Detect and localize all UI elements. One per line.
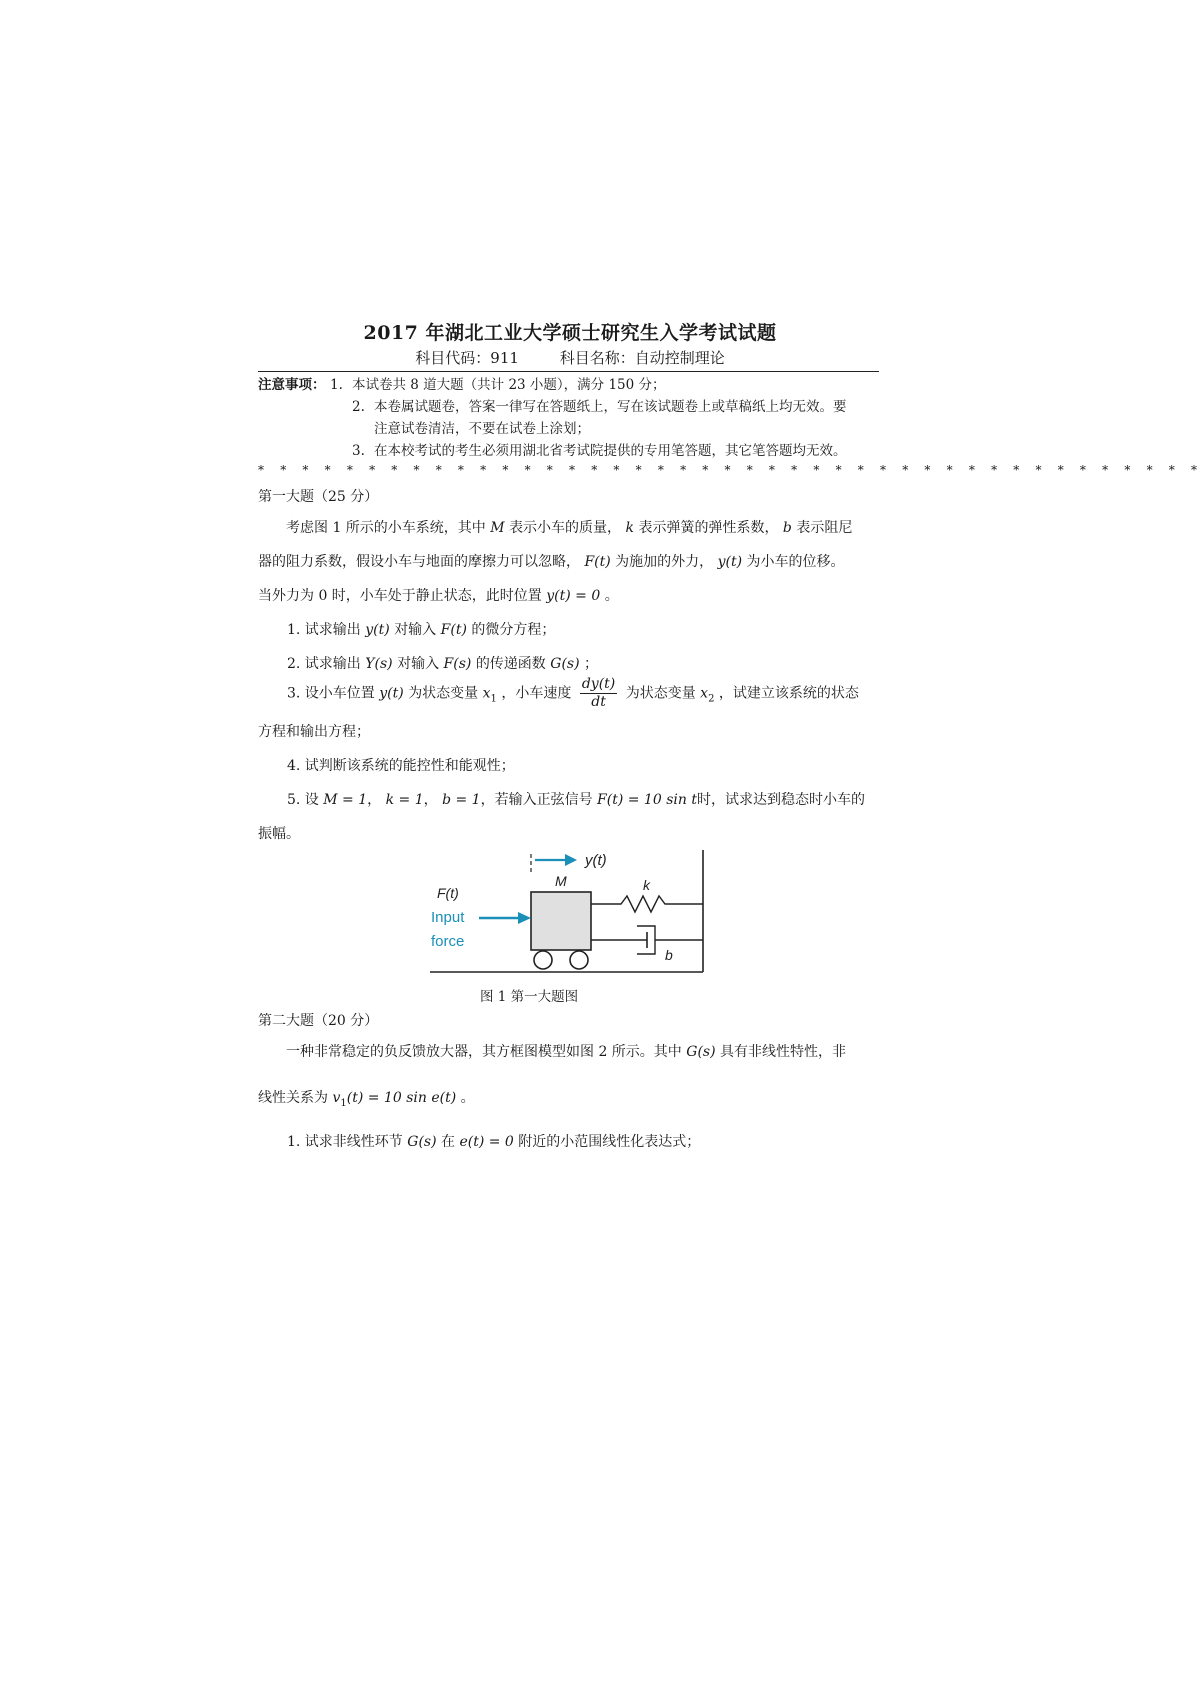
q1-sub5: 5. 设 M = 1， k = 1， b = 1，若输入正弦信号 F(t) = 10 sin t时，试求达到稳态时小车的 xyxy=(287,792,865,808)
notice-item-2: 本卷属试题卷，答案一律写在答题纸上，写在该试题卷上或草稿纸上均无效。要 xyxy=(374,399,847,415)
q1-sub1: 1. 试求输出 y(t) 对输入 F(t) 的微分方程； xyxy=(287,622,556,638)
q1-intro-line1: 考虑图 1 所示的小车系统，其中 M 表示小车的质量， k 表示弹簧的弹性系数， b 表示阻尼 xyxy=(286,520,853,536)
exam-title: 2017 年湖北工业大学硕士研究生入学考试试题 xyxy=(363,322,777,344)
q1-sub4: 4. 试判断该系统的能控性和能观性； xyxy=(287,758,515,774)
y-label: y(t) xyxy=(585,852,607,869)
notice-num-1: 1. xyxy=(330,377,343,393)
notice-item-3: 在本校考试的考生必须用湖北省考试院提供的专用笔答题，其它笔答题均无效。 xyxy=(374,443,847,459)
notice-item-2-cont: 注意试卷清洁，不要在试卷上涂划； xyxy=(374,421,590,437)
mass-block xyxy=(531,892,591,950)
subject-line xyxy=(260,347,880,368)
q1-sub3-cont: 方程和输出方程； xyxy=(258,724,370,740)
input-label: Input xyxy=(431,909,465,926)
mass-label: M xyxy=(555,873,567,889)
notice-num-3: 3. xyxy=(352,443,365,459)
velocity-fraction: $\frac{dy(t)}{dt}$ xyxy=(581,676,616,710)
wheel-right xyxy=(570,951,588,969)
wheel-left xyxy=(534,951,552,969)
y-arrow-head xyxy=(565,854,577,866)
force-label: force xyxy=(431,933,465,950)
k-label: k xyxy=(643,877,650,893)
q1-sub3: 3. 设小车位置 y(t) 为状态变量 $x_1$ ，小车速度 $\frac{dy(t)}{dt}$ 为状态变量 $x_2$ ，试建立该系统的状态 xyxy=(287,676,859,710)
q1-sub5-cont: 振幅。 xyxy=(258,826,300,842)
q2-intro-line1: 一种非常稳定的负反馈放大器，其方框图模型如图 2 所示。其中 G(s) 具有非线性特性，非 xyxy=(286,1044,847,1060)
q1-sub2: 2. 试求输出 Y(s) 对输入 F(s) 的传递函数 G(s) ； xyxy=(287,656,599,672)
notice-num-2: 2. xyxy=(352,399,365,415)
notice-item-1: 本试卷共 8 道大题（共计 23 小题），满分 150 分； xyxy=(352,377,666,393)
b-label: b xyxy=(665,947,673,963)
q2-intro-line2: 线性关系为 $v_1(t) = 10$ sin e(t) 。 xyxy=(258,1090,475,1109)
notice-block xyxy=(258,374,883,462)
q2-heading: 第二大题（20 分） xyxy=(258,1013,379,1029)
star-divider: * * * * * * * * * * * * * * * * * * * * * * * * * * * * * * * * * * * * * * * * * * * xyxy=(258,463,1203,477)
subject-name: 科目名称：自动控制理论 xyxy=(559,349,725,367)
force-symbol: F(t) xyxy=(437,885,459,901)
spring xyxy=(591,896,703,912)
q1-intro-line3: 当外力为 0 时，小车处于静止状态，此时位置 y(t) = 0 。 xyxy=(258,588,619,604)
force-arrow-head xyxy=(518,912,531,924)
q2-sub1: 1. 试求非线性环节 G(s) 在 e(t) = 0 附近的小范围线性化表达式； xyxy=(287,1134,701,1150)
cart-spring-damper-figure xyxy=(425,840,715,980)
q1-intro-line2: 器的阻力系数，假设小车与地面的摩擦力可以忽略， F(t) 为施加的外力， y(t) 为小车的位移。 xyxy=(258,554,845,570)
notice-label: 注意事项： xyxy=(258,377,326,393)
figure-1-caption: 图 1 第一大题图 xyxy=(480,989,579,1005)
q1-heading: 第一大题（25 分） xyxy=(258,489,379,505)
header-divider xyxy=(258,371,879,372)
subject-code: 科目代码：911 xyxy=(415,349,519,367)
